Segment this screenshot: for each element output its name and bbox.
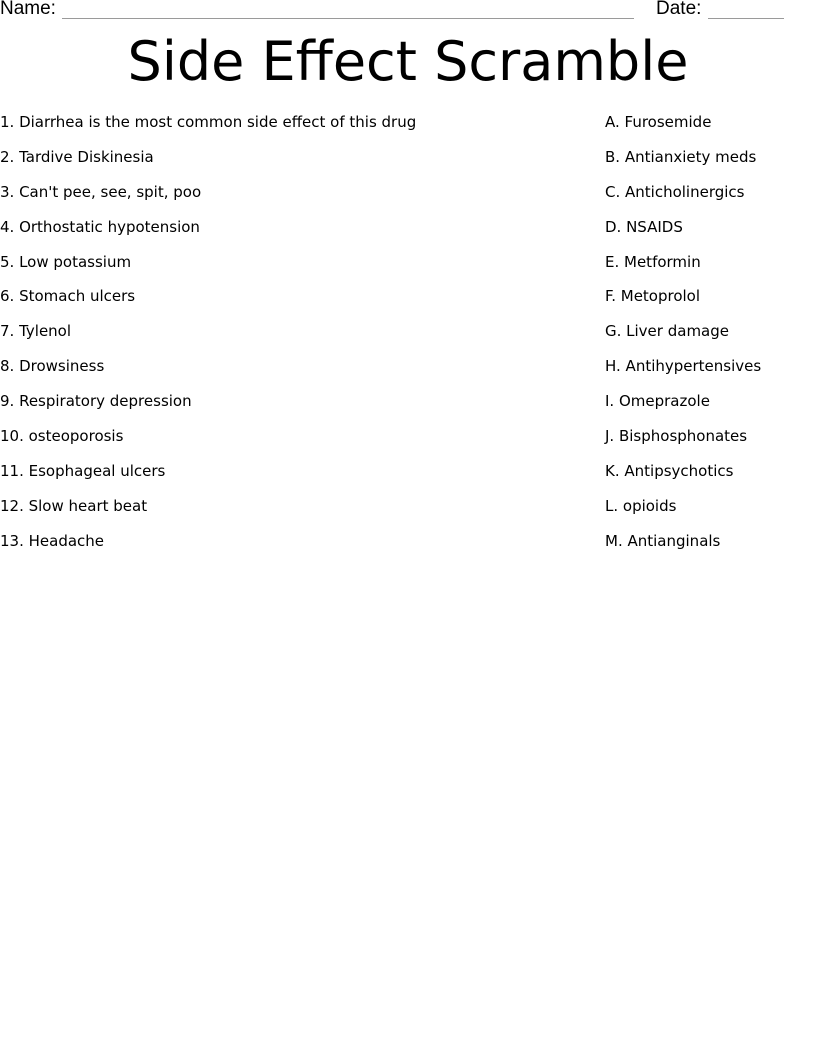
page-title: Side Effect Scramble — [127, 30, 689, 93]
clue-item: 10. osteoporosis — [0, 427, 124, 446]
clue-item: 7. Tylenol — [0, 322, 72, 341]
name-label: Name: — [0, 0, 56, 19]
date-label: Date: — [656, 0, 702, 19]
clue-item: 4. Orthostatic hypotension — [0, 217, 200, 236]
answer-item: L. opioids — [605, 496, 677, 515]
answer-item: J. Bisphosphonates — [605, 427, 748, 446]
date-blank-line[interactable] — [708, 18, 784, 19]
clue-item: 5. Low potassium — [0, 252, 132, 271]
answer-item: D. NSAIDS — [605, 217, 683, 236]
clue-item: 1. Diarrhea is the most common side effect of this drug — [0, 113, 417, 131]
answer-item: C. Anticholinergics — [605, 182, 745, 201]
clue-item: 3. Can't pee, see, spit, poo — [0, 182, 202, 201]
clue-item: 13. Headache — [0, 531, 105, 550]
clue-item: 9. Respiratory depression — [0, 392, 192, 411]
answer-list — [605, 112, 761, 566]
clue-item: 11. Esophageal ulcers — [0, 461, 166, 480]
clue-item: 2. Tardive Diskinesia — [0, 147, 154, 166]
answer-item: H. Antihypertensives — [605, 357, 762, 376]
answer-item: I. Omeprazole — [605, 392, 710, 411]
answer-item: F. Metoprolol — [605, 287, 701, 306]
clue-item: 8. Drowsiness — [0, 357, 105, 376]
answer-item: K. Antipsychotics — [605, 461, 734, 480]
clue-item: 12. Slow heart beat — [0, 496, 148, 515]
answer-item: M. Antianginals — [605, 531, 721, 550]
clue-list — [0, 112, 416, 566]
clue-item: 6. Stomach ulcers — [0, 287, 136, 306]
worksheet-header — [0, 0, 816, 24]
name-blank-line[interactable] — [62, 18, 634, 19]
answer-item: B. Antianxiety meds — [605, 147, 757, 166]
answer-item: A. Furosemide — [605, 113, 712, 131]
answer-item: E. Metformin — [605, 252, 701, 271]
answer-item: G. Liver damage — [605, 322, 729, 341]
